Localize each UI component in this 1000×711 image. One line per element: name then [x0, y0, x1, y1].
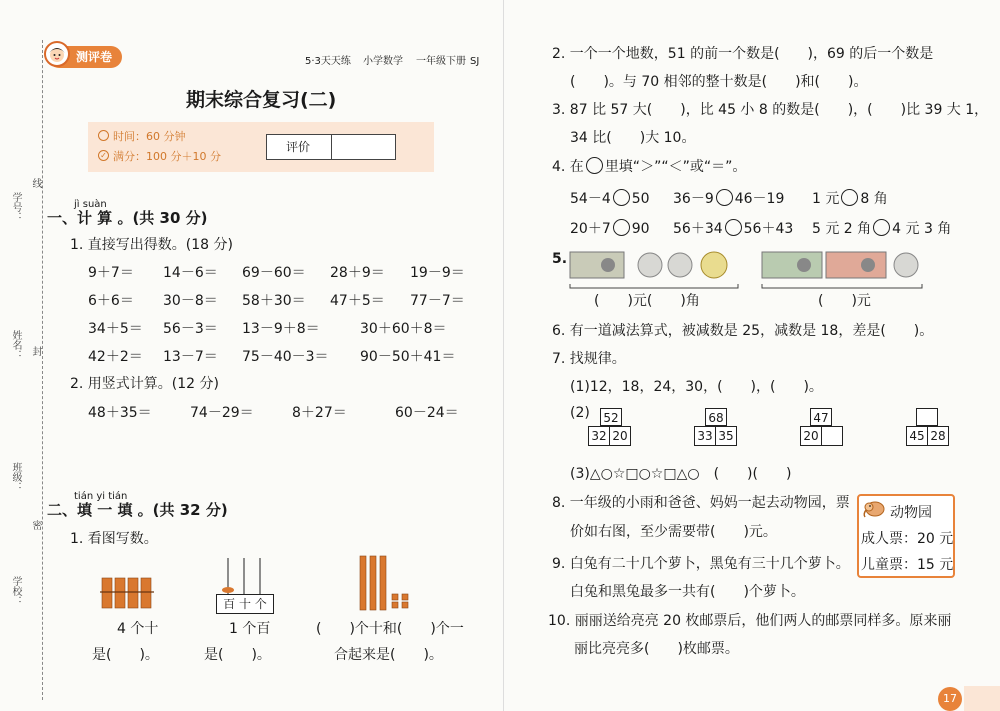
calc-r1-c3: 47＋5＝	[330, 293, 385, 309]
header-subject: 小学数学	[363, 56, 403, 67]
q3-line2: 34 比( )大 10。	[570, 130, 696, 146]
page-number: 17	[943, 692, 957, 705]
sec2-pinyin: tián yi tián	[74, 491, 128, 502]
pattern-top-2: 47	[810, 408, 832, 426]
cmp-5-right: 4 元 3 角	[892, 221, 952, 237]
elephant-icon	[861, 498, 887, 520]
vert-0: 48＋35＝	[88, 405, 152, 421]
cmp-2-left: 1 元	[812, 191, 840, 207]
binding-banji: 班级：	[10, 462, 21, 492]
q7-1: (1)12，18，24，30，( )，( )。	[570, 379, 823, 395]
calc-r1-c0: 6＋6＝	[88, 293, 134, 309]
q6: 6. 有一道减法算式，被减数是 25，减数是 18，差是( )。	[552, 323, 934, 339]
answer-circle[interactable]	[873, 219, 890, 236]
vert-2: 8＋27＝	[292, 405, 347, 421]
sec1-q1: 1. 直接写出得数。(18 分)	[70, 237, 233, 253]
q4-post: 里填“＞”“＜”或“＝”。	[604, 159, 747, 175]
answer-circle[interactable]	[613, 219, 630, 236]
calc-r1-c1: 30－8＝	[163, 293, 218, 309]
eval-divider	[331, 134, 332, 160]
calc-r1-c4: 77－7＝	[410, 293, 465, 309]
counting-rods-image	[356, 554, 416, 612]
q4-pre: 4. 在	[552, 159, 584, 175]
cmp-3-right: 90	[631, 221, 650, 237]
eval-label: 评价	[286, 140, 311, 154]
caption-2b: 是( )。	[204, 647, 271, 663]
check-icon: ✓	[98, 150, 109, 161]
calc-r3-c1: 13－7＝	[163, 349, 218, 365]
page-spine	[503, 0, 504, 711]
sec1-title: 一、计 算 。(共 30 分)	[47, 209, 208, 227]
vert-1: 74－29＝	[190, 405, 254, 421]
abacus-image	[214, 556, 274, 596]
header-grade: 一年级下册	[416, 56, 466, 67]
answer-circle[interactable]	[716, 189, 733, 206]
cmp-2-right: 8 角	[860, 191, 888, 207]
q7-title: 7. 找规律。	[552, 351, 626, 367]
cmp-3	[570, 219, 650, 238]
q3-line1: 3. 87 比 57 大( )，比 45 小 8 的数是( )，( )比 39 大 1，	[552, 102, 989, 118]
compare-circle-icon	[586, 157, 603, 174]
pattern-bl-3: 45	[906, 426, 928, 446]
calc-r0-c1: 14－6＝	[163, 265, 218, 281]
calc-r0-c3: 28＋9＝	[330, 265, 385, 281]
q7-3: (3)△○☆□○☆□△○ ( )( )	[570, 466, 792, 482]
q10-line1: 10. 丽丽送给亮亮 20 枚邮票后，他们两人的邮票同样多。原来丽	[548, 613, 952, 629]
binding-xuexiao: 学校：	[10, 576, 21, 606]
binding-mi: 密	[30, 520, 41, 530]
sec2-title: 二、填 一 填 。(共 32 分)	[47, 501, 228, 519]
zoo-adult: 成人票：20 元	[861, 531, 954, 547]
binding-feng: 封	[30, 346, 41, 356]
calc-r1-c2: 58＋30＝	[242, 293, 306, 309]
binding-xuehao: 学号：	[10, 192, 21, 222]
calc-r0-c0: 9＋7＝	[88, 265, 134, 281]
sec1-pinyin: jì suàn	[74, 199, 107, 210]
stick-bundles-image	[100, 576, 154, 610]
money-group-2-image	[760, 248, 924, 290]
zoo-title: 动物园	[890, 505, 932, 521]
q9-line2: 白兔和黑兔最多一共有( )个萝卜。	[570, 584, 805, 600]
calc-r3-c2: 75－40－3＝	[242, 349, 329, 365]
girl-avatar-icon	[44, 41, 70, 67]
pattern-top-0: 52	[600, 408, 622, 426]
abacus-label: 百 十 个	[216, 594, 274, 614]
cmp-1-left: 36－9	[673, 191, 714, 207]
page-title: 期末综合复习(二)	[186, 89, 337, 111]
info-score: 满分：100 分＋10 分	[113, 150, 221, 163]
header-series: 5·3天天练	[305, 56, 351, 67]
calc-r0-c2: 69－60＝	[242, 265, 306, 281]
header-edition: SJ	[470, 56, 480, 67]
cmp-5-left: 5 元 2 角	[812, 221, 872, 237]
binding-xian: 线	[30, 178, 41, 188]
money-group-1-image	[568, 248, 740, 290]
cmp-2	[812, 189, 888, 208]
cmp-4	[673, 219, 793, 238]
badge-label: 测评卷	[76, 50, 113, 64]
calc-r2-c1: 56－3＝	[163, 321, 218, 337]
caption-3a: ( )个十和( )个一	[316, 621, 464, 637]
q8-line1: 8. 一年级的小雨和爸爸、妈妈一起去动物园，票	[552, 495, 850, 511]
pattern-top-1: 68	[705, 408, 727, 426]
money-answer-2: ( )元	[818, 293, 871, 309]
calc-r2-c0: 34＋5＝	[88, 321, 143, 337]
q7-2-label: (2)	[570, 405, 590, 421]
clock-icon	[98, 130, 109, 141]
cmp-1	[673, 189, 784, 208]
calc-r0-c4: 19－9＝	[410, 265, 465, 281]
caption-1b: 是( )。	[92, 647, 159, 663]
money-answer-1: ( )元( )角	[594, 293, 700, 309]
calc-r3-c0: 42＋2＝	[88, 349, 143, 365]
caption-2a: 1 个百	[229, 621, 271, 637]
cmp-3-left: 20＋7	[570, 221, 611, 237]
pattern-bl-1: 33	[694, 426, 716, 446]
binding-line	[42, 40, 43, 700]
pattern-br-3: 28	[927, 426, 949, 446]
q2-line2: ( )。与 70 相邻的整十数是( )和( )。	[570, 74, 868, 90]
caption-1a: 4 个十	[117, 621, 159, 637]
q9-line1: 9. 白兔有二十几个萝卜，黑兔有三十几个萝卜。	[552, 556, 850, 572]
pattern-bl-0: 32	[588, 426, 610, 446]
cmp-0	[570, 189, 650, 208]
calc-r3-c3: 90－50＋41＝	[360, 349, 456, 365]
pattern-br-1: 35	[715, 426, 737, 446]
answer-circle[interactable]	[725, 219, 742, 236]
q10-line2: 丽比亮亮多( )枚邮票。	[574, 641, 739, 657]
cmp-0-right: 50	[631, 191, 650, 207]
binding-xingming: 姓名：	[10, 330, 21, 360]
pattern-top-3[interactable]	[916, 408, 938, 426]
sec2-q1: 1. 看图写数。	[70, 531, 158, 547]
answer-circle[interactable]	[841, 189, 858, 206]
info-time: 时间：60 分钟	[113, 130, 186, 143]
cmp-5	[812, 219, 951, 238]
cmp-0-left: 54－4	[570, 191, 611, 207]
zoo-child: 儿童票：15 元	[861, 557, 954, 573]
q4-title	[552, 157, 746, 176]
caption-3b: 合起来是( )。	[334, 647, 443, 663]
cmp-1-right: 46－19	[734, 191, 785, 207]
q2-line1: 2. 一个一个地数，51 的前一个数是( )，69 的后一个数是	[552, 46, 934, 62]
pattern-br-0: 20	[609, 426, 631, 446]
cmp-4-right: 56＋43	[743, 221, 794, 237]
answer-circle[interactable]	[613, 189, 630, 206]
q8-line2: 价如右图，至少需要带( )元。	[570, 524, 777, 540]
pattern-br-2[interactable]	[821, 426, 843, 446]
calc-r2-c3: 30＋60＋8＝	[360, 321, 447, 337]
cmp-4-left: 56＋34	[673, 221, 723, 237]
vert-3: 60－24＝	[395, 405, 459, 421]
sec1-q2: 2. 用竖式计算。(12 分)	[70, 376, 219, 392]
calc-r2-c2: 13－9＋8＝	[242, 321, 320, 337]
q5-label: 5.	[552, 251, 568, 267]
pattern-bl-2: 20	[800, 426, 822, 446]
page-corner	[964, 686, 1000, 711]
